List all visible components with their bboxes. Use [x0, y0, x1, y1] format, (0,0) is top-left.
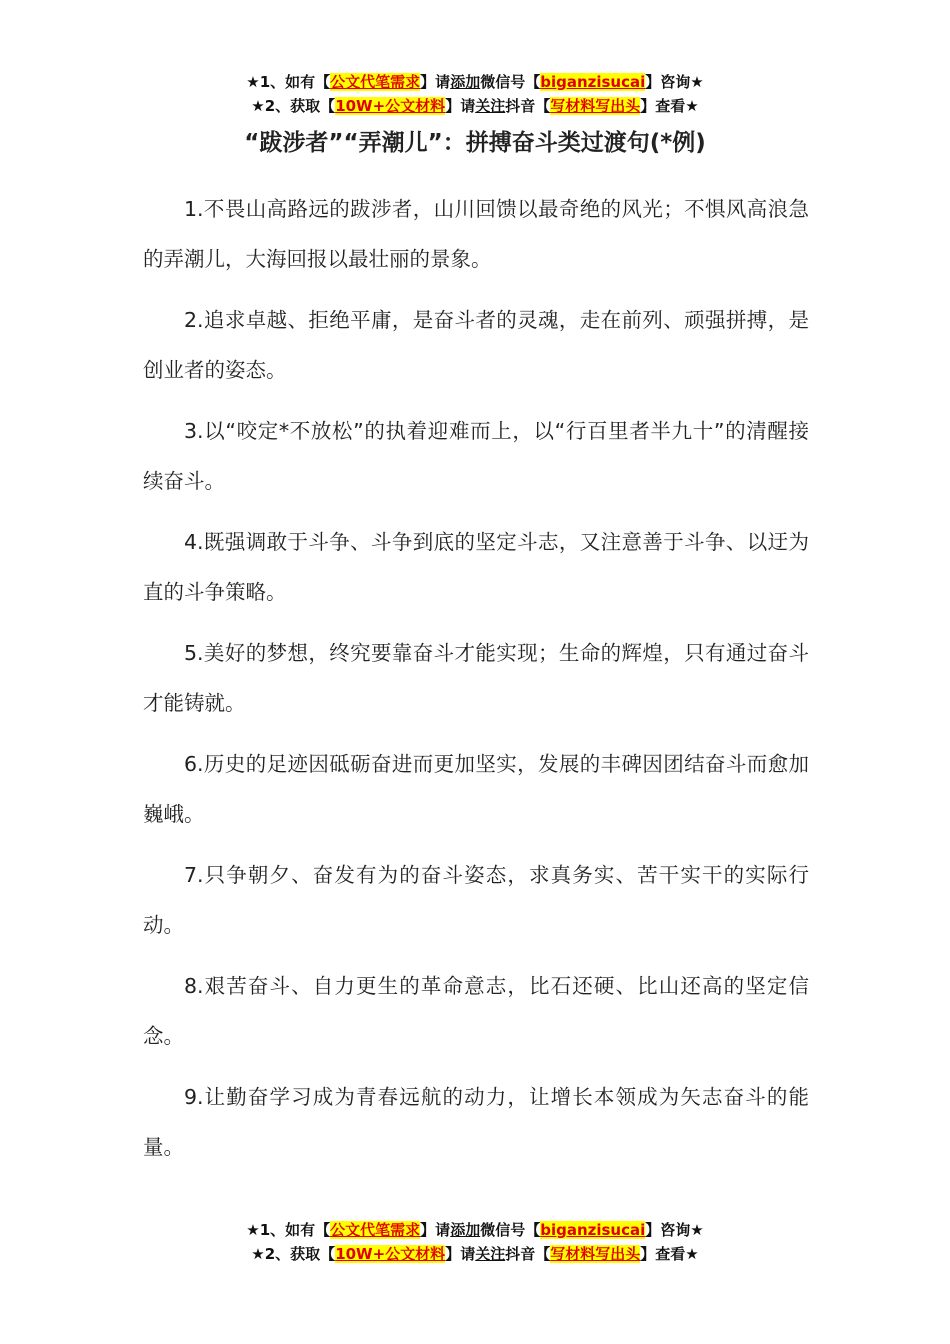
service-highlight: 公文代笔需求 [330, 73, 421, 91]
paragraph-4: 4.既强调敢于斗争、斗争到底的坚定斗志，又注意善于斗争、以迂为直的斗争策略。 [143, 530, 809, 604]
paragraph-2: 2.追求卓越、拒绝平庸，是奋斗者的灵魂，走在前列、顽强拼搏，是创业者的姿态。 [143, 308, 809, 382]
douyin-highlight: 写材料写出头 [550, 97, 641, 115]
document-title: “跋涉者”“弄潮儿”：拼搏奋斗类过渡句(*例) [244, 130, 706, 156]
footer-line-1: ★1、如有【公文代笔需求】请添加微信号【biganzisucai】咨询★ [246, 1221, 704, 1239]
banner-line-1: ★1、如有【公文代笔需求】请添加微信号【biganzisucai】咨询★ [246, 73, 704, 91]
paragraph-8: 8.艰苦奋斗、自力更生的革命意志，比石还硬、比山还高的坚定信念。 [143, 974, 809, 1048]
footer-line-2: ★2、获取【10W+公文材料】请关注抖音【写材料写出头】查看★ [251, 1245, 699, 1263]
douyin-highlight: 写材料写出头 [550, 1245, 641, 1263]
material-highlight: 10W+公文材料 [335, 1245, 446, 1263]
paragraph-5: 5.美好的梦想，终究要靠奋斗才能实现；生命的辉煌，只有通过奋斗才能铸就。 [143, 641, 809, 715]
paragraph-3: 3.以“咬定*不放松”的执着迎难而上，以“行百里者半九十”的清醒接续奋斗。 [143, 419, 809, 493]
header-banner [0, 70, 950, 118]
paragraph-9: 9.让勤奋学习成为青春远航的动力，让增长本领成为矢志奋斗的能量。 [143, 1085, 809, 1159]
paragraph-7: 7.只争朝夕、奋发有为的奋斗姿态，求真务实、苦干实干的实际行动。 [143, 863, 809, 937]
wechat-id-highlight: biganzisucai [540, 1221, 646, 1239]
service-highlight: 公文代笔需求 [330, 1221, 421, 1239]
wechat-id-highlight: biganzisucai [540, 73, 646, 91]
material-highlight: 10W+公文材料 [335, 97, 446, 115]
paragraph-6: 6.历史的足迹因砥砺奋进而更加坚实，发展的丰碑因团结奋斗而愈加巍峨。 [143, 752, 809, 826]
document-body [143, 184, 809, 1183]
footer-banner [0, 1218, 950, 1266]
paragraph-1: 1.不畏山高路远的跋涉者，山川回馈以最奇绝的风光；不惧风高浪急的弄潮儿，大海回报以最壮丽的景象。 [143, 197, 809, 271]
banner-line-2: ★2、获取【10W+公文材料】请关注抖音【写材料写出头】查看★ [251, 97, 699, 115]
